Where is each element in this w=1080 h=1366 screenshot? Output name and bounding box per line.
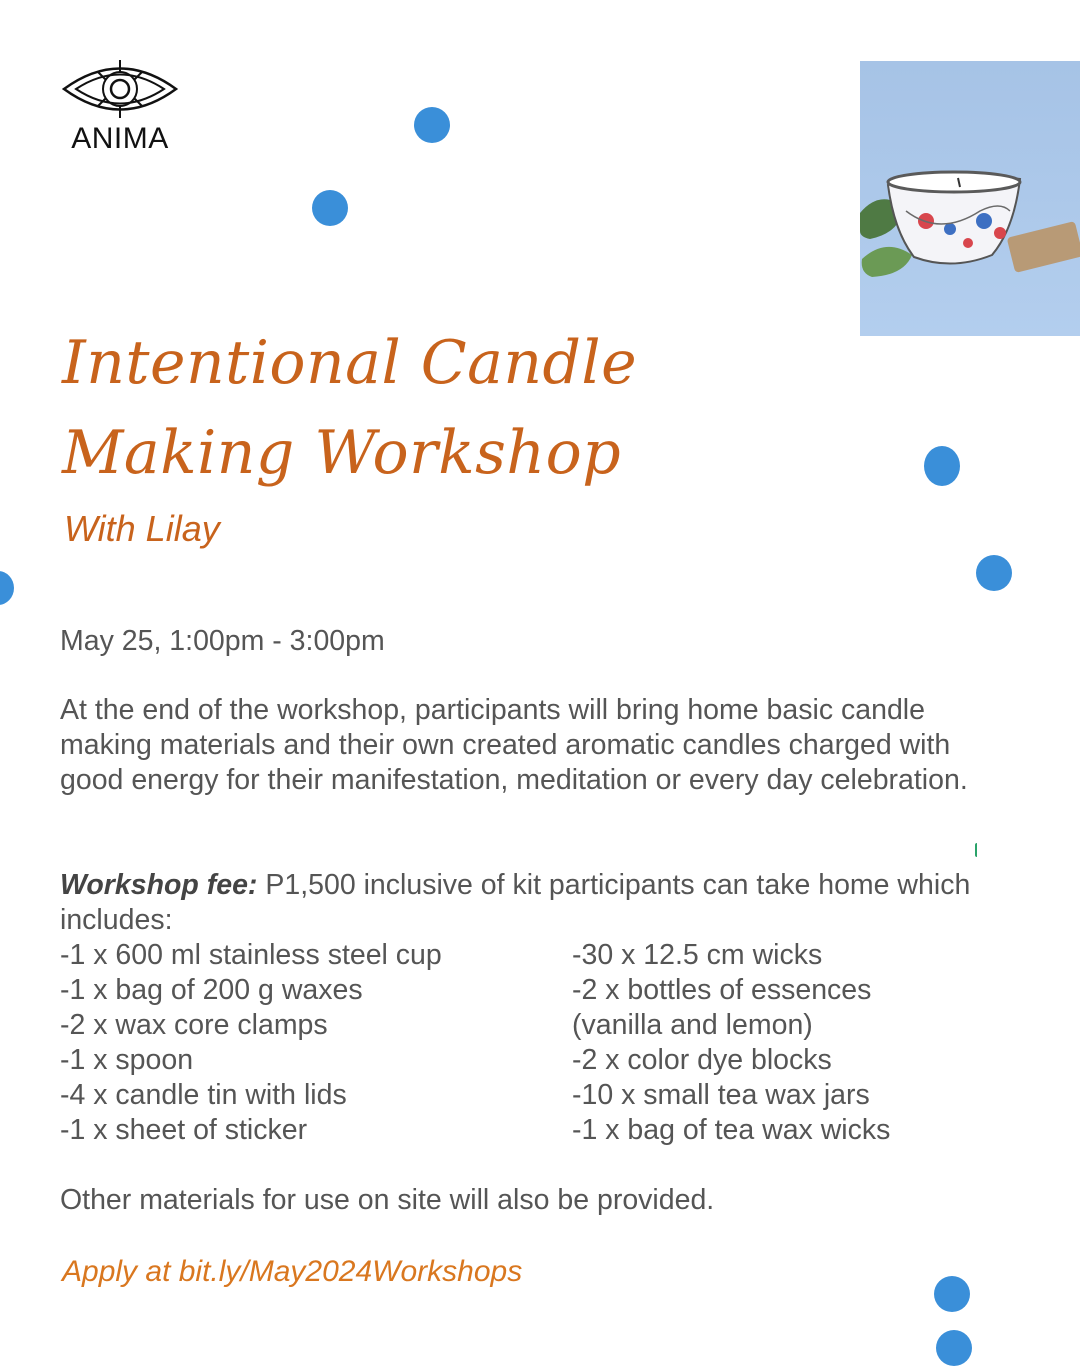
list-item: -2 x wax core clamps: [60, 1009, 328, 1041]
eye-icon: [62, 58, 178, 120]
apply-link[interactable]: Apply at bit.ly/May2024Workshops: [62, 1255, 523, 1288]
list-item: -2 x bottles of essences: [572, 974, 872, 1006]
workshop-title: [62, 318, 637, 498]
decorative-dot: [924, 446, 960, 486]
workshop-title-line1: Intentional Candle: [62, 328, 638, 398]
kit-list-left: [60, 938, 442, 1148]
list-item: -10 x small tea wax jars: [572, 1079, 870, 1111]
decorative-dot: [414, 107, 450, 143]
list-item: -1 x 600 ml stainless steel cup: [60, 939, 442, 971]
brand-name: ANIMA: [71, 122, 169, 155]
decorative-dot: [0, 571, 14, 605]
workshop-title-line2: Making Workshop: [62, 418, 622, 488]
list-item: -1 x bag of 200 g waxes: [60, 974, 363, 1006]
list-item: -4 x candle tin with lids: [60, 1079, 347, 1111]
workshop-fee: [60, 868, 1020, 938]
date-time: May 25, 1:00pm - 3:00pm: [60, 625, 385, 657]
kit-list-right: [572, 938, 890, 1148]
list-item: -1 x spoon: [60, 1044, 194, 1076]
fee-text: P1,500 inclusive of kit participants can take home which includes:: [60, 869, 971, 936]
list-item: -2 x color dye blocks: [572, 1044, 832, 1076]
decorative-dot: [936, 1330, 972, 1366]
decorative-dot: [976, 555, 1012, 591]
list-item: -30 x 12.5 cm wicks: [572, 939, 823, 971]
list-item: -1 x sheet of sticker: [60, 1114, 308, 1146]
decorative-mark: [975, 843, 980, 857]
candle-bowl-photo: [860, 61, 1080, 336]
brand-logo: [60, 58, 180, 156]
other-materials-note: Other materials for use on site will also be provided.: [60, 1184, 715, 1216]
list-item: (vanilla and lemon): [572, 1009, 813, 1041]
decorative-dot: [934, 1276, 970, 1312]
list-item: -1 x bag of tea wax wicks: [572, 1114, 891, 1146]
workshop-description: At the end of the workshop, participants will bring home basic candle making materials and their own created aromatic candles charged with good energy for their manifestation, meditation or every day celebration.: [60, 694, 968, 796]
decorative-dot: [312, 190, 348, 226]
host-subtitle: With Lilay: [64, 508, 220, 549]
fee-label: Workshop fee:: [60, 869, 258, 901]
